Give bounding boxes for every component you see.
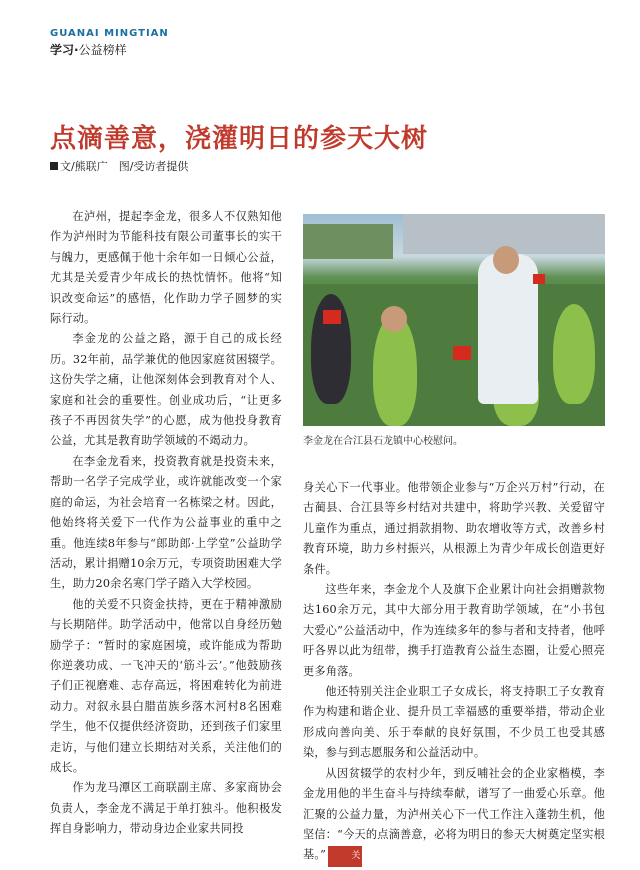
- flag-icon: [533, 274, 545, 284]
- article-column-left: [50, 207, 282, 840]
- flag-icon: [323, 310, 341, 324]
- photo-caption: 李金龙在合江县石龙镇中心校慰问。: [303, 436, 463, 447]
- photo-man: [478, 254, 538, 404]
- paragraph: 他还特别关注企业职工子女成长，将支持职工子女教育作为构建和谐企业、提升员工幸福感的重要举措，带动企业形成向善向美、乐于奉献的良好氛围，不少员工也受其感染，参与到志愿服务和公益活动中。: [303, 685, 605, 760]
- flag-icon: [453, 346, 471, 360]
- byline-text: 文/熊联广 图/受访者提供: [60, 160, 189, 173]
- end-mark: 关: [328, 846, 362, 866]
- paragraph: 这些年来，李金龙个人及旗下企业累计向社会捐赠款物达160余万元，其中大部分用于教育助学领域，在“小书包 大爱心”公益活动中，作为连续多年的参与者和支持者，他呼吁各界以此为纽带，携手打造教育公益生态圈，让爱心照亮更多角落。: [303, 583, 605, 678]
- paragraph: 李金龙的公益之路，源于自己的成长经历。32年前，品学兼优的他因家庭贫困辍学。这份失学之痛，让他深刻体会到教育对个人、家庭和社会的重要性。创业成功后，“让更多孩子不再因贫失学”的心愿，成为他投身教育公益，尤其是教育助学领域的不竭动力。: [50, 332, 282, 448]
- photo-man-head: [493, 246, 519, 274]
- article-photo: [303, 214, 605, 426]
- paragraph: 身关心下一代事业。他带领企业参与“万企兴万村”行动，在古蔺县、合江县等乡村结对共建中，将助学兴教、关爱留守儿童作为重点，通过捐款捐物、助农增收等方式，改善乡村教育环境，助力乡村振兴，从根源上为青少年成长创造更好条件。: [303, 481, 605, 576]
- section-subname: 公益榜样: [78, 43, 127, 57]
- section-name: 学习: [50, 43, 75, 57]
- paragraph: [303, 764, 605, 867]
- article-column-right: [303, 478, 605, 867]
- section-label: [50, 41, 169, 58]
- paragraph: 他的关爱不只资金扶持，更在于精神激励与长期陪伴。助学活动中，他常以自身经历勉励学子：“暂时的家庭困境，或许能成为帮助你逆袭功成、一飞冲天的‘筋斗云’。”他鼓励孩子们正视磨难、志存高远，将困难转化为前进动力。对叙永县白腊苗族乡落木河村8名困难学生，他不仅提供经济资助，还到孩子们家里走访，与他们建立长期结对关系，关注他们的成长。: [50, 597, 282, 774]
- byline: [50, 158, 188, 174]
- paragraph-text: 从因贫辍学的农村少年，到反哺社会的企业家楷模，李金龙用他的半生奋斗与持续奉献，谱写了一曲爱心乐章。他汇聚的公益力量，为泸州关心下一代工作注入蓬勃生机，他坚信：“今天的点滴善意，必将为明日的参天大树奠定坚实根基。”: [303, 766, 605, 862]
- section-dot: ·: [74, 43, 79, 57]
- paragraph: 在泸州，提起李金龙，很多人不仅熟知他作为泸州时为节能科技有限公司董事长的实干与魄力，更感佩于他十余年如一日倾心公益，尤其是关爱青少年成长的热忱情怀。他将“知识改变命运”的感悟，化作助力学子圆梦的实际行动。: [50, 210, 282, 326]
- photo-child: [553, 304, 595, 404]
- article-title: 点滴善意，浇灌明日的参天大树: [50, 124, 429, 154]
- brand-label: GUANAI MINGTIAN: [50, 28, 169, 39]
- paragraph: 在李金龙看来，投资教育就是投资未来，帮助一名学子完成学业，或许就能改变一个家庭的命运，为社会培育一名栋梁之材。因此，他始终将关爱下一代作为公益事业的重中之重。他连续8年参与“郎助郎·上学堂”公益助学活动，累计捐赠10余万元，专项资助困难大学生，助力20余名寒门学子踏入大学校园。: [50, 454, 282, 591]
- paragraph: 作为龙马潭区工商联副主席、多家商协会负责人，李金龙不满足于单打独斗。他积极发挥自身影响力，带动身边企业家共同投: [50, 781, 282, 836]
- photo-trees: [303, 224, 393, 259]
- byline-square-icon: [50, 162, 58, 170]
- photo-child-head: [381, 306, 407, 332]
- page-header: [50, 28, 169, 58]
